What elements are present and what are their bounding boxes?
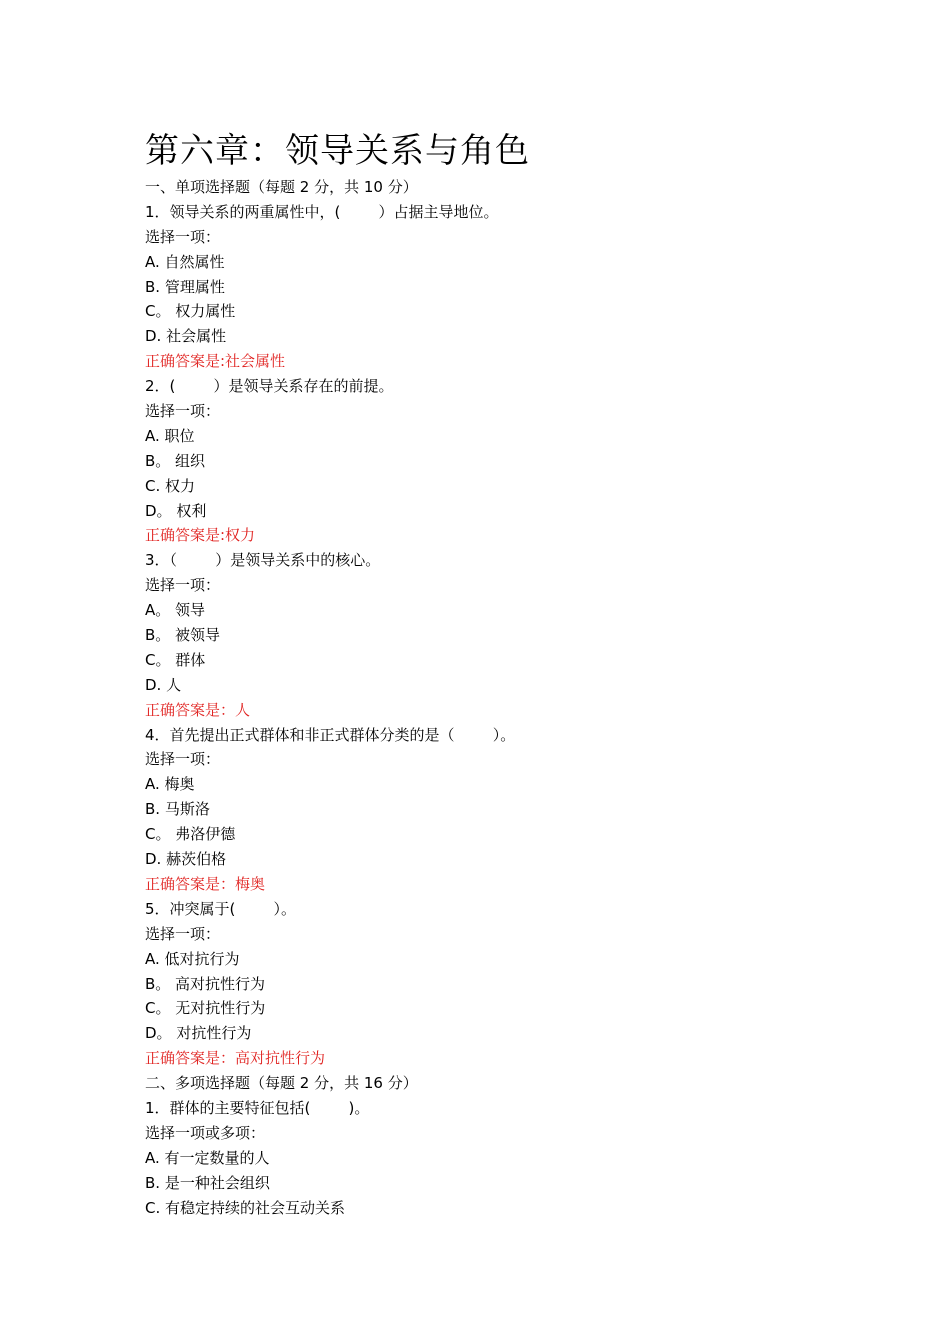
option-a: A。 领导 <box>145 601 206 620</box>
option-a: A. 低对抗行为 <box>145 949 240 968</box>
section-single-choice <box>145 175 845 1071</box>
question-item <box>145 723 845 897</box>
correct-answer: 正确答案是:社会属性 <box>145 352 286 371</box>
correct-answer: 正确答案是：人 <box>145 700 251 719</box>
question-stem: 2．( ）是领导关系存在的前提。 <box>145 377 394 396</box>
option-d: D。 权利 <box>145 501 207 520</box>
option-c: C。 无对抗性行为 <box>145 999 266 1018</box>
question-item <box>145 200 845 374</box>
option-d: D. 人 <box>145 675 182 694</box>
question-prompt: 选择一项： <box>145 402 221 421</box>
option-b: B。 被领导 <box>145 626 221 645</box>
option-a: A. 职位 <box>145 426 195 445</box>
option-b: B。 组织 <box>145 451 206 470</box>
question-item <box>145 897 845 1071</box>
option-a: A. 自然属性 <box>145 252 225 271</box>
option-d: D. 赫茨伯格 <box>145 850 227 869</box>
question-prompt: 选择一项： <box>145 924 221 943</box>
option-b: B。 高对抗性行为 <box>145 974 266 993</box>
option-c: C。 权力属性 <box>145 302 236 321</box>
option-b: B. 马斯洛 <box>145 800 210 819</box>
correct-answer: 正确答案是:权力 <box>145 526 256 545</box>
question-item <box>145 1096 845 1220</box>
option-c: C。 弗洛伊德 <box>145 825 236 844</box>
question-prompt: 选择一项： <box>145 750 221 769</box>
question-stem: 4．首先提出正式群体和非正式群体分类的是（ ）。 <box>145 725 516 744</box>
option-c: C。 群体 <box>145 650 206 669</box>
section-multiple-choice <box>145 1071 845 1220</box>
option-c: C. 有稳定持续的社会互动关系 <box>145 1198 346 1217</box>
correct-answer: 正确答案是：梅奥 <box>145 874 266 893</box>
question-stem: 1．领导关系的两重属性中，( ）占据主导地位。 <box>145 202 499 221</box>
option-d: D. 社会属性 <box>145 327 227 346</box>
option-c: C. 权力 <box>145 476 196 495</box>
chapter-title: 第六章：领导关系与角色 <box>145 131 530 171</box>
document-page <box>145 127 845 1220</box>
section-heading: 一、单项选择题（每题 2 分，共 10 分） <box>145 178 418 196</box>
correct-answer: 正确答案是：高对抗性行为 <box>145 1049 326 1068</box>
section-heading: 二、多项选择题（每题 2 分，共 16 分） <box>145 1074 418 1093</box>
option-b: B. 管理属性 <box>145 277 225 296</box>
option-a: A. 梅奥 <box>145 775 195 794</box>
question-stem: 5．冲突属于( ）。 <box>145 899 297 918</box>
option-b: B. 是一种社会组织 <box>145 1173 270 1192</box>
question-prompt: 选择一项： <box>145 227 221 246</box>
question-prompt: 选择一项： <box>145 576 221 595</box>
question-item <box>145 374 845 548</box>
option-a: A. 有一定数量的人 <box>145 1148 270 1167</box>
question-item <box>145 548 845 722</box>
option-d: D。 对抗性行为 <box>145 1024 252 1043</box>
question-stem: 3．（ ）是领导关系中的核心。 <box>145 551 381 570</box>
question-stem: 1．群体的主要特征包括( )。 <box>145 1098 370 1117</box>
question-prompt: 选择一项或多项： <box>145 1123 266 1142</box>
